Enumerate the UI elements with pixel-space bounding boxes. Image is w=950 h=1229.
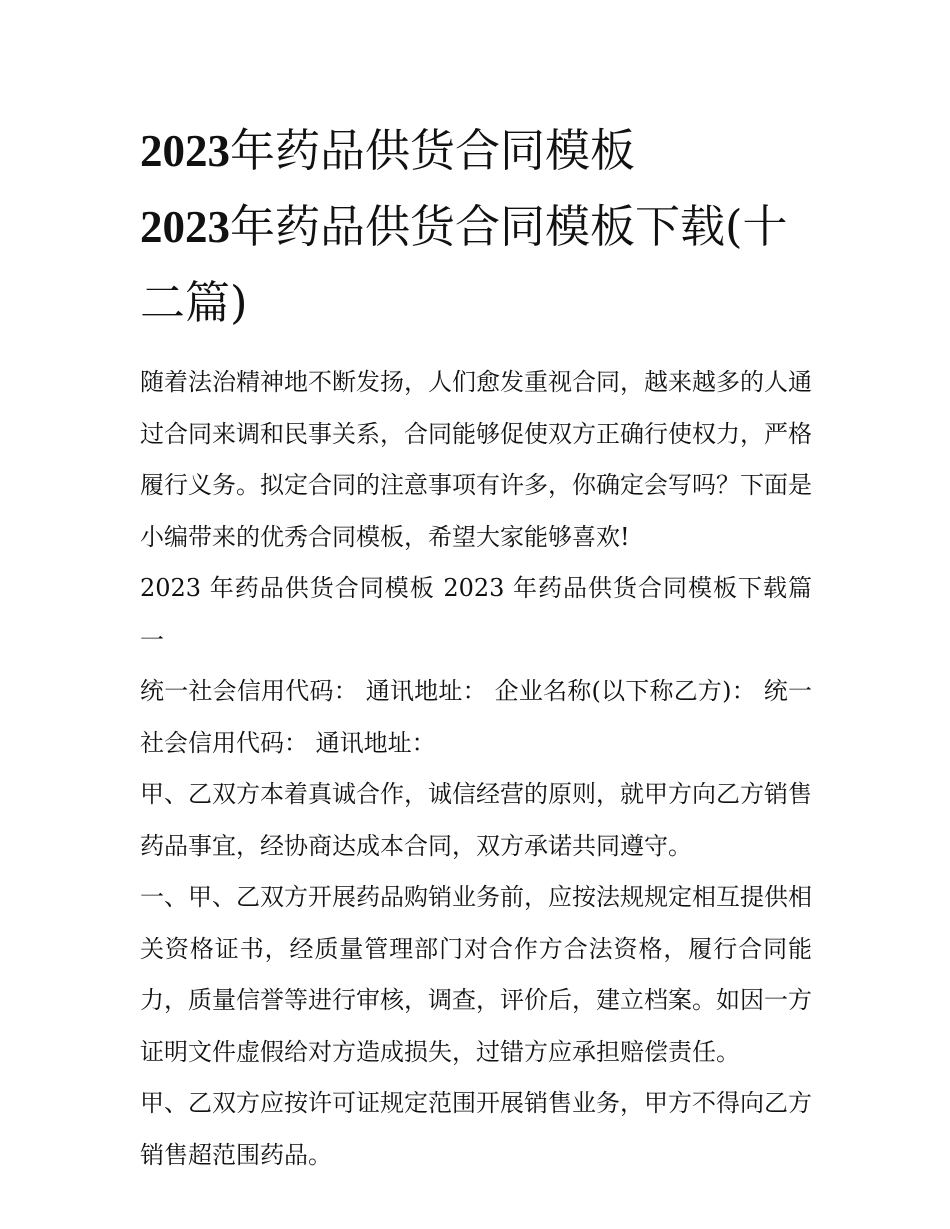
party-info-paragraph: 统一社会信用代码： 通讯地址： 企业名称(以下称乙方)： 统一社会信用代码： 通讯地址：: [140, 677, 812, 757]
principle-paragraph: 甲、乙双方本着真诚合作，诚信经营的原则，就甲方向乙方销售药品事宜，经协商达成本合同，双方承诺共同遵守。: [140, 780, 812, 860]
section-heading: 2023 年药品供货合同模板 2023 年药品供货合同模板下载篇一: [140, 574, 812, 654]
document-title: [140, 113, 830, 341]
title-year-1: 2023: [140, 126, 230, 176]
intro-paragraph: 随着法治精神地不断发扬，人们愈发重视合同，越来越多的人通过合同来调和民事关系，合同能够促使双方正确行使权力，严格履行义务。拟定合同的注意事项有许多，你确定会写吗？下面是小编带来的优秀合同模板，希望大家能够喜欢!: [140, 368, 812, 551]
title-year-2: 2023: [140, 202, 230, 252]
clause-1-paragraph: 一、甲、乙双方开展药品购销业务前，应按法规规定相互提供相关资格证书，经质量管理部门对合作方合法资格，履行合同能力，质量信誉等进行审核，调查，评价后，建立档案。如因一方证明文件虚假给对方造成损失，过错方应承担赔偿责任。: [140, 883, 812, 1066]
title-text-1: 年药品供货合同模板: [230, 124, 636, 177]
title-line-1: [140, 113, 830, 189]
clause-scope-paragraph: 甲、乙双方应按许可证规定范围开展销售业务，甲方不得向乙方销售超范围药品。: [140, 1089, 812, 1169]
title-line-2: [140, 189, 830, 341]
title-text-2: 年药品供货合同模板下载(十二篇): [140, 200, 788, 329]
document-body: [140, 357, 812, 1181]
